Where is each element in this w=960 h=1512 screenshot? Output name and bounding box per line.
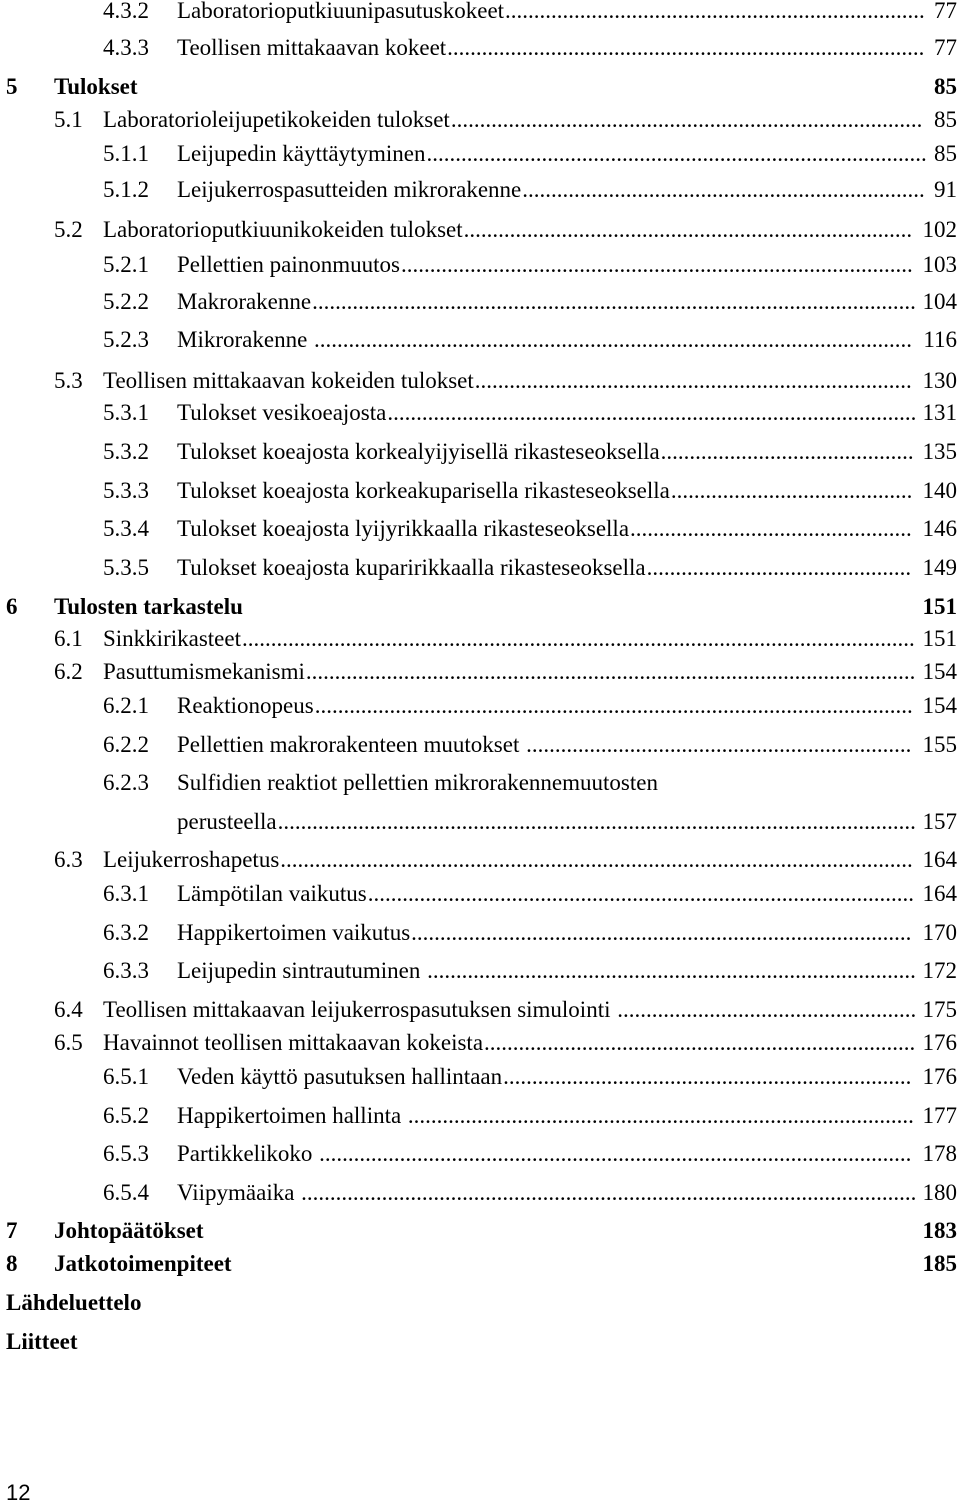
dot-leader: ............................................	[660, 439, 914, 464]
toc-entry-page: 151	[922, 626, 957, 651]
toc-entry-number: 6.5.2	[103, 1103, 149, 1128]
toc-entry-number: 6.5.1	[103, 1064, 149, 1089]
toc-entry-number: 5.1.1	[103, 141, 149, 166]
dot-leader: .......................................................................................	[411, 920, 912, 945]
toc-entry-page: 85	[934, 141, 957, 166]
toc-entry-title: Tulokset vesikoeajosta	[177, 400, 387, 425]
toc-entry[interactable]	[0, 512, 960, 546]
toc-entry-page: 177	[922, 1103, 957, 1128]
toc-entry[interactable]	[0, 590, 960, 624]
dot-leader: ..........................................	[670, 478, 913, 503]
toc-entry-title: Laboratorioputkiuunikokeiden tulokset	[103, 217, 463, 242]
toc-entry-title: Leijupedin käyttäytyminen	[177, 141, 426, 166]
toc-entry-title: Tulosten tarkastelu	[54, 594, 243, 619]
toc-entry-title: Pasuttumismekanismi	[103, 659, 305, 684]
toc-entry-number: 5.2.3	[103, 327, 149, 352]
toc-entry-title: Tulokset koeajosta korkealyijyisellä rikasteseoksella	[177, 439, 660, 464]
toc-entry-page: 77	[934, 35, 957, 60]
toc-entry[interactable]	[0, 474, 960, 508]
toc-entry-title: Mikrorakenne	[177, 327, 308, 352]
toc-entry[interactable]	[0, 1325, 960, 1359]
dot-leader: ..............................................	[646, 555, 912, 580]
toc-entry-number: 6.3	[54, 847, 83, 872]
toc-entry-title: Johtopäätökset	[54, 1218, 204, 1243]
toc-entry[interactable]	[0, 285, 960, 319]
toc-entry-page: 85	[934, 107, 957, 132]
dot-leader: ............................................................................................	[387, 400, 917, 425]
toc-entry-title: Viipymäaika	[177, 1180, 295, 1205]
toc-entry-title: Sinkkirikasteet	[103, 626, 241, 651]
toc-entry-page: 130	[922, 368, 957, 393]
toc-entry-title: Happikertoimen vaikutus	[177, 920, 411, 945]
toc-entry-page: 154	[922, 693, 957, 718]
toc-entry[interactable]	[0, 877, 960, 911]
dot-leader: ...........................................................................................................	[301, 1180, 917, 1205]
dot-leader: ............................................................................	[474, 368, 912, 393]
toc-entry[interactable]	[0, 728, 960, 762]
toc-entry-page: 103	[922, 252, 957, 277]
dot-leader: .......................................................................................	[426, 141, 927, 166]
toc-entry-page: 172	[922, 958, 957, 983]
dot-leader: ..........................................................................................................	[305, 659, 916, 684]
toc-entry[interactable]	[0, 1176, 960, 1210]
toc-entry-number: 5.3.2	[103, 439, 149, 464]
dot-leader: ..............................................................................	[463, 217, 913, 242]
toc-entry-title: Teollisen mittakaavan kokeet	[177, 35, 447, 60]
toc-entry-number: 5.2.1	[103, 252, 149, 277]
toc-entry-number: 4.3.3	[103, 35, 149, 60]
toc-entry-number: 5.3	[54, 368, 83, 393]
dot-leader: ...................................................................................	[447, 35, 925, 60]
toc-entry-title: Partikkelikoko	[177, 1141, 313, 1166]
toc-entry-number: 6.2	[54, 659, 83, 684]
toc-entry-title: Happikertoimen hallinta	[177, 1103, 402, 1128]
dot-leader: .................................................	[630, 516, 912, 541]
toc-entry-page: 155	[922, 732, 957, 757]
toc-heading: Liitteet	[6, 1329, 78, 1354]
toc-entry[interactable]	[0, 689, 960, 723]
toc-entry[interactable]	[0, 954, 960, 988]
toc-entry-title: Tulokset koeajosta kuparirikkaalla rikasteseoksella	[177, 555, 646, 580]
toc-entry-page: 131	[922, 400, 957, 425]
toc-entry[interactable]	[0, 103, 960, 137]
toc-entry[interactable]	[0, 551, 960, 585]
toc-entry-title: Sulfidien reaktiot pellettien mikrorakennemuutosten	[177, 770, 658, 795]
toc-entry-title: Tulokset	[54, 74, 138, 99]
toc-entry-page: 102	[922, 217, 957, 242]
toc-entry-number: 5.2	[54, 217, 83, 242]
toc-entry-page: 175	[922, 997, 957, 1022]
toc-entry[interactable]	[0, 1247, 960, 1281]
toc-entry-number: 6.5.4	[103, 1180, 149, 1205]
toc-entry-number: 6.5.3	[103, 1141, 149, 1166]
toc-entry-page: 91	[934, 177, 957, 202]
toc-entry-number: 5.3.4	[103, 516, 149, 541]
toc-entry-number: 5.3.3	[103, 478, 149, 503]
toc-entry-number: 5	[6, 74, 18, 99]
toc-entry-title: perusteella	[177, 809, 277, 834]
dot-leader: .........................................................................................	[400, 252, 913, 277]
toc-entry-page: 77	[934, 0, 957, 23]
toc-entry[interactable]	[0, 993, 960, 1027]
toc-entry[interactable]	[0, 0, 960, 28]
toc-entry-number: 6.3.2	[103, 920, 149, 945]
toc-entry[interactable]	[0, 173, 960, 207]
dot-leader: ...............................................................................................	[367, 881, 914, 906]
toc-entry-page: 157	[922, 809, 957, 834]
toc-entry-number: 5.2.2	[103, 289, 149, 314]
toc-entry-page: 116	[923, 327, 957, 352]
toc-entry-number: 5.3.1	[103, 400, 149, 425]
toc-entry[interactable]	[0, 766, 960, 800]
toc-entry-number: 6.4	[54, 997, 83, 1022]
toc-entry[interactable]	[0, 1060, 960, 1094]
dot-leader: ...........................................................................	[484, 1030, 916, 1055]
toc-entry[interactable]	[0, 1026, 960, 1060]
toc-entry-title: Tulokset koeajosta lyijyrikkaalla rikasteseoksella	[177, 516, 630, 541]
dot-leader: ......................................................................	[522, 177, 925, 202]
dot-leader: .......................................................................................................	[319, 1141, 912, 1166]
toc-entry-page: 170	[922, 920, 957, 945]
toc-entry-number: 7	[6, 1218, 18, 1243]
toc-entry[interactable]	[0, 323, 960, 357]
toc-entry-page: 104	[922, 289, 957, 314]
toc-entry[interactable]	[0, 1214, 960, 1248]
toc-entry-title: Teollisen mittakaavan kokeiden tulokset	[103, 368, 474, 393]
toc-entry[interactable]	[0, 70, 960, 104]
dot-leader: ..............................................................................................................	[280, 847, 913, 872]
toc-entry[interactable]	[0, 655, 960, 689]
toc-heading: Lähdeluettelo	[6, 1290, 142, 1315]
toc-entry[interactable]	[0, 916, 960, 950]
toc-entry-page: 164	[922, 881, 957, 906]
toc-entry-page: 151	[922, 594, 957, 619]
dot-leader: ........................................................................................................	[314, 693, 913, 718]
toc-entry-number: 6.2.3	[103, 770, 149, 795]
dot-leader: ........................................................................................	[407, 1103, 914, 1128]
toc-entry-title: Havainnot teollisen mittakaavan kokeista	[103, 1030, 484, 1055]
toc-entry-number: 6.5	[54, 1030, 83, 1055]
toc-entry-page: 183	[922, 1218, 957, 1243]
toc-entry-title: Veden käyttö pasutuksen hallintaan	[177, 1064, 503, 1089]
toc-entry-page: 140	[922, 478, 957, 503]
dot-leader: ...................................................................	[526, 732, 912, 757]
dot-leader: .....................................................................................................................	[241, 626, 915, 651]
toc-entry-number: 6.1	[54, 626, 83, 651]
dot-leader: ........................................................................................................	[314, 327, 913, 352]
toc-entry-title: Reaktionopeus	[177, 693, 314, 718]
toc-entry-title: Jatkotoimenpiteet	[54, 1251, 232, 1276]
toc-entry-page: 176	[922, 1030, 957, 1055]
toc-entry-title: Lämpötilan vaikutus	[177, 881, 367, 906]
toc-entry-page: 164	[922, 847, 957, 872]
toc-entry[interactable]	[0, 435, 960, 469]
toc-entry[interactable]	[0, 396, 960, 430]
toc-entry-title: Leijukerrospasutteiden mikrorakenne	[177, 177, 522, 202]
toc-entry[interactable]	[0, 248, 960, 282]
dot-leader: .......................................................................	[503, 1064, 912, 1089]
toc-entry[interactable]	[0, 843, 960, 877]
dot-leader: .....................................................................................	[427, 958, 916, 983]
toc-entry-title: Makrorakenne	[177, 289, 312, 314]
toc-entry[interactable]	[0, 364, 960, 398]
toc-entry-number: 8	[6, 1251, 18, 1276]
toc-entry-page: 85	[934, 74, 957, 99]
toc-entry-page: 149	[922, 555, 957, 580]
page-number: 12	[6, 1480, 31, 1505]
toc-entry-title: Teollisen mittakaavan leijukerrospasutuksen simulointi	[103, 997, 611, 1022]
dot-leader: ..................................................................................	[450, 107, 923, 132]
toc-entry[interactable]	[0, 805, 960, 839]
toc-entry-number: 4.3.2	[103, 0, 149, 23]
toc-entry-page: 154	[922, 659, 957, 684]
toc-entry-page: 176	[922, 1064, 957, 1089]
toc-entry-title: Pellettien makrorakenteen muutokset	[177, 732, 520, 757]
toc-entry-number: 6.2.1	[103, 693, 149, 718]
toc-entry-page: 180	[922, 1180, 957, 1205]
toc-entry-number: 6.2.2	[103, 732, 149, 757]
toc-entry-number: 5.1	[54, 107, 83, 132]
toc-entry-title: Pellettien painonmuutos	[177, 252, 400, 277]
toc-entry-title: Leijukerroshapetus	[103, 847, 280, 872]
toc-entry[interactable]	[0, 31, 960, 65]
toc-entry-title: Laboratorioleijupetikokeiden tulokset	[103, 107, 450, 132]
toc-entry[interactable]	[0, 1137, 960, 1171]
toc-entry-number: 6.3.3	[103, 958, 149, 983]
toc-entry-number: 5.1.2	[103, 177, 149, 202]
toc-entry-page: 178	[922, 1141, 957, 1166]
toc-entry[interactable]	[0, 1286, 960, 1320]
toc-entry-page: 185	[922, 1251, 957, 1276]
toc-entry-number: 5.3.5	[103, 555, 149, 580]
dot-leader: .........................................................................	[505, 0, 925, 23]
toc-entry-number: 6.3.1	[103, 881, 149, 906]
toc-entry[interactable]	[0, 1099, 960, 1133]
dot-leader: ...............................................................................................................	[277, 809, 916, 834]
toc-entry[interactable]	[0, 213, 960, 247]
toc-entry-page: 146	[922, 516, 957, 541]
dot-leader: ....................................................	[617, 997, 917, 1022]
toc-entry-number: 6	[6, 594, 18, 619]
toc-entry-title: Leijupedin sintrautuminen	[177, 958, 421, 983]
toc-entry-title: Tulokset koeajosta korkeakuparisella rikasteseoksella	[177, 478, 670, 503]
toc-entry[interactable]	[0, 622, 960, 656]
toc-entry[interactable]	[0, 137, 960, 171]
dot-leader: .........................................................................................................	[312, 289, 916, 314]
toc-entry-title: Laboratorioputkiuunipasutuskokeet	[177, 0, 505, 23]
toc-entry-page: 135	[922, 439, 957, 464]
